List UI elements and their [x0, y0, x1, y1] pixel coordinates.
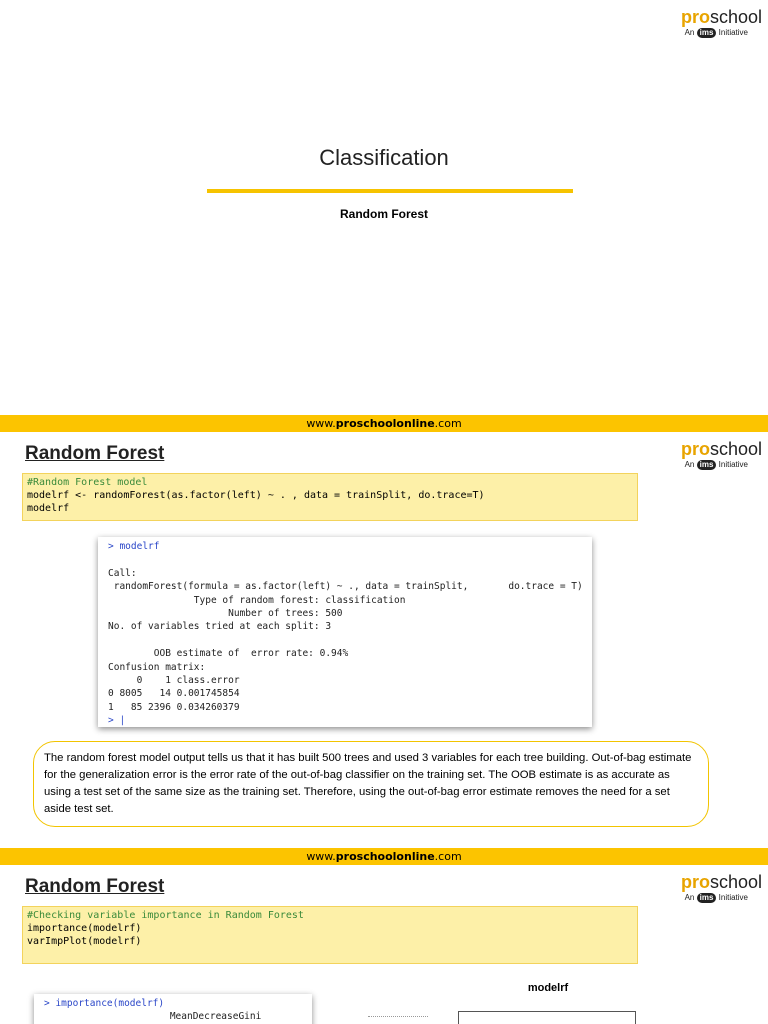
ims-badge-icon: ims [697, 893, 717, 903]
r-console-output [98, 537, 592, 727]
code-block [22, 906, 638, 964]
ims-badge-icon: ims [697, 460, 717, 470]
proschool-logo: proschool An ims Initiative [680, 7, 762, 37]
slide-variable-importance [0, 866, 768, 1024]
console-line: randomForest(formula = as.factor(left) ~ ., data = trainSplit, do.trace = T) [108, 581, 583, 593]
console-line [108, 553, 582, 566]
slide-random-forest-model [0, 433, 768, 846]
console-line: No. of variables tried at each split: 3 [108, 621, 332, 633]
console-line: Call: [108, 567, 137, 579]
console-line: > importance(modelrf) [44, 998, 165, 1009]
slide-heading: Random Forest [25, 876, 165, 897]
slide-title [0, 0, 768, 415]
console-line: Confusion matrix: [108, 661, 206, 673]
slide-heading: Random Forest [25, 443, 165, 464]
code-line: modelrf [27, 503, 70, 514]
console-line: OOB estimate of error rate: 0.94% [108, 648, 349, 660]
console-line: > | [108, 715, 126, 727]
console-line: Type of random forest: classification [108, 594, 406, 606]
title-underline [207, 189, 573, 193]
console-line: > modelrf [108, 541, 160, 552]
code-comment: #Random Forest model [27, 477, 148, 488]
console-line: 0 8005 14 0.001745854 [108, 688, 240, 700]
footer-url: www.proschoolonline.com [0, 848, 768, 865]
proschool-logo: proschool An ims Initiative [680, 872, 762, 902]
proschool-logo: proschool An ims Initiative [680, 439, 762, 469]
console-line [108, 634, 582, 647]
plot-label-fragment [368, 1016, 428, 1020]
r-console-output [34, 994, 312, 1024]
code-line: varImpPlot(modelrf) [27, 936, 142, 947]
plot-title: modelrf [527, 982, 569, 994]
explanation-callout: The random forest model output tells us that it has built 500 trees and used 3 variables for each tree building. Out-of-bag estimate for the generalization error is the error rate of the out-of-bag classifier on the training set. The OOB estimate is as accurate as using a test set of the same size as the training set. Therefore, using the out-of-bag error estimate removes the need for a set aside test set. [33, 741, 709, 827]
console-line: 0 1 class.error [108, 674, 240, 686]
code-line: importance(modelrf) [27, 923, 142, 934]
importance-plot-frame [458, 1011, 636, 1024]
console-line: MeanDecreaseGini [44, 1011, 262, 1023]
code-line: modelrf <- randomForest(as.factor(left) ~ . , data = trainSplit, do.trace=T) [27, 490, 485, 501]
slide-title-text: Classification [319, 145, 449, 170]
code-block [22, 473, 638, 521]
footer-url: www.proschoolonline.com [0, 415, 768, 432]
code-comment: #Checking variable importance in Random Forest [27, 910, 304, 921]
console-line: 1 85 2396 0.034260379 [108, 701, 240, 713]
console-line: Number of trees: 500 [108, 607, 343, 619]
ims-badge-icon: ims [697, 28, 717, 38]
slide-subtitle: Random Forest [339, 207, 428, 221]
